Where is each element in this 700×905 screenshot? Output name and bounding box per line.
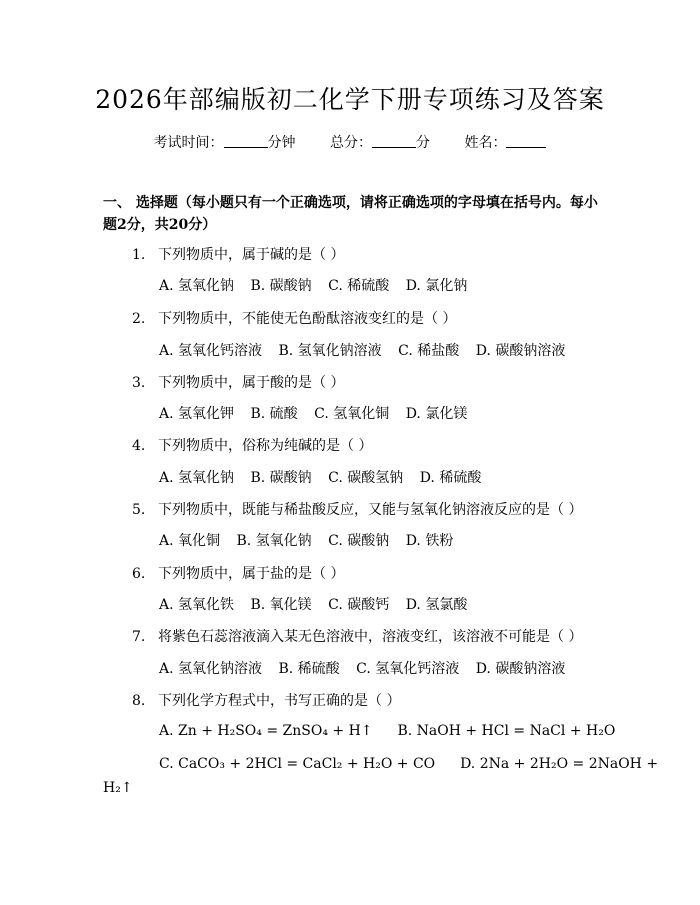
document-title: 2026年部编版初二化学下册专项练习及答案 — [95, 85, 605, 114]
option-d: D. 氯化钠 — [405, 278, 468, 294]
question-text: 下列物质中，俗称为纯碱的是（ ） — [158, 438, 373, 454]
option-a-equation: Zn + H₂SO₄ = ZnSO₄ + H↑ — [178, 723, 373, 739]
question-item — [132, 690, 400, 710]
question-item — [132, 563, 344, 583]
option-b-equation: NaOH + HCl = NaCl + H₂O — [416, 723, 616, 739]
option-d: D. 稀硫酸 — [419, 470, 482, 486]
option-c: C. 氢氧化钙溶液 — [356, 661, 460, 677]
question-text: 下列物质中，属于碱的是（ ） — [158, 247, 345, 263]
question-options — [159, 756, 658, 772]
option-b-label: B. — [397, 723, 413, 739]
option-c: C. 碳酸氢钠 — [328, 470, 404, 486]
question-number: 4. — [132, 438, 146, 454]
exam-meta-line — [0, 132, 700, 152]
option-c-label: C. — [159, 756, 174, 772]
question-options — [159, 340, 577, 360]
question-number: 5. — [132, 502, 146, 518]
option-b: B. 氢氧化钠溶液 — [278, 343, 382, 359]
question-options — [159, 275, 479, 295]
option-a: A. 氢氧化钠 — [159, 470, 235, 486]
question-text: 下列物质中，属于酸的是（ ） — [158, 375, 345, 391]
question-options — [159, 723, 615, 739]
option-c: C. 稀盐酸 — [398, 343, 460, 359]
question-item — [132, 626, 582, 646]
option-c: C. 稀硫酸 — [328, 278, 390, 294]
option-c-equation: CaCO₃ + 2HCl = CaCl₂ + H₂O + CO — [178, 756, 436, 772]
question-options — [159, 530, 465, 550]
option-a: A. 氢氧化钾 — [159, 406, 235, 422]
question-number: 2. — [132, 311, 146, 327]
question-item — [132, 499, 582, 519]
option-c: C. 碳酸钙 — [328, 597, 390, 613]
option-d: D. 铁粉 — [405, 533, 454, 549]
question-number: 3. — [132, 375, 146, 391]
question-text: 下列化学方程式中，书写正确的是（ ） — [158, 693, 401, 709]
option-c: C. 碳酸钠 — [328, 533, 390, 549]
score-unit: 分 — [416, 135, 430, 151]
question-options — [159, 658, 577, 678]
score-blank — [372, 136, 416, 148]
name-label: 姓名： — [464, 135, 507, 151]
option-b: B. 氧化镁 — [250, 597, 312, 613]
question-item — [132, 308, 456, 328]
option-d-wrap: H₂↑ — [103, 780, 133, 796]
section-heading: 一、 选择题（每小题只有一个正确选项，请将正确选项的字母填在括号内。每小题2分，共20分） — [103, 195, 598, 233]
name-blank — [506, 136, 546, 148]
question-options — [159, 594, 479, 614]
option-a: A. 氢氧化铁 — [159, 597, 235, 613]
option-a: A. 氢氧化钠 — [159, 278, 235, 294]
question-text: 下列物质中，属于盐的是（ ） — [158, 566, 345, 582]
option-d: D. 碳酸钠溶液 — [475, 661, 566, 677]
option-a-label: A. — [159, 723, 174, 739]
option-b: B. 氢氧化钠 — [236, 533, 312, 549]
option-c: C. 氢氧化铜 — [314, 406, 390, 422]
question-item — [132, 372, 344, 392]
question-text: 下列物质中，不能使无色酚酞溶液变红的是（ ） — [158, 311, 457, 327]
question-number: 1. — [132, 247, 146, 263]
option-a: A. 氧化铜 — [159, 533, 221, 549]
question-options — [159, 467, 493, 487]
question-item — [132, 435, 372, 455]
time-label: 考试时间： — [153, 135, 224, 151]
question-text: 将紫色石蕊溶液滴入某无色溶液中，溶液变红，该溶液不可能是（ ） — [158, 629, 583, 645]
option-d-label: D. — [460, 756, 476, 772]
option-d: D. 氯化镁 — [405, 406, 468, 422]
option-b: B. 碳酸钠 — [250, 278, 312, 294]
option-d: D. 碳酸钠溶液 — [475, 343, 566, 359]
question-number: 7. — [132, 629, 146, 645]
question-number: 6. — [132, 566, 146, 582]
option-b: B. 碳酸钠 — [250, 470, 312, 486]
time-unit: 分钟 — [267, 135, 296, 151]
time-blank — [224, 136, 268, 148]
question-item — [132, 244, 344, 264]
question-text: 下列物质中，既能与稀盐酸反应，又能与氢氧化钠溶液反应的是（ ） — [158, 502, 583, 518]
option-a: A. 氢氧化钙溶液 — [159, 343, 263, 359]
option-b: B. 硫酸 — [250, 406, 298, 422]
option-d: D. 氢氯酸 — [405, 597, 468, 613]
option-b: B. 稀硫酸 — [278, 661, 340, 677]
option-d-equation: 2Na + 2H₂O = 2NaOH + — [479, 756, 659, 772]
option-a: A. 氢氧化钠溶液 — [159, 661, 263, 677]
score-label: 总分： — [330, 135, 372, 151]
question-options — [159, 403, 479, 423]
question-number: 8. — [132, 693, 146, 709]
